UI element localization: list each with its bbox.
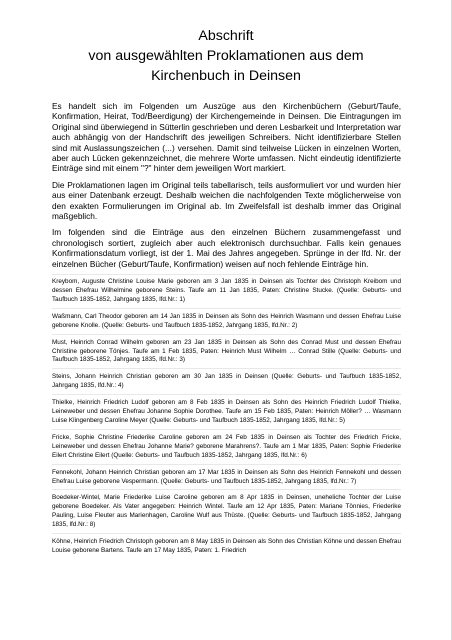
document-body (52, 101, 401, 563)
entry: Fennekohl, Johann Heinrich Christian geboren am 17 Mar 1835 in Deinsen als Sohn des Heinrich Fennekohl und dessen Ehefrau Luise geborene Vespermann. (Quelle: Geburts- und Taufbuch 1835-1852, Jahrgang 1835, lfd.Nr.: 7) (52, 469, 401, 491)
entry: Kreybom, Auguste Christine Louise Marie geboren am 3 Jan 1835 in Deinsen als Tochter des Christoph Kreibom und dessen Ehefrau Wilhelmine geborene Steins. Taufe am 11 Jan 1835, Paten: Christine Stucke. (Quelle: Geburts- und Taufbuch 1835-1852, Jahrgang 1835, lfd.Nr.: 1) (52, 274, 401, 309)
entry: Boedeker-Wintel, Marie Friederike Luise Caroline geboren am 8 Apr 1835 in Deinsen, uneheliche Tochter der Luise geborene Boedeker. Als Vater angegeben: Heinrich Wintel. Taufe am 12 Apr 1835, Paten: Mariane Tönnies, Friederike Pauling, Luise Fleuter aus Marienhagen, Caroline Wulf aus Thüste. (Quelle: Geburts- und Taufbuch 1835-1852, Jahrgang 1835, lfd.Nr.: 8) (52, 494, 401, 534)
intro-paragraph-1: Es handelt sich im Folgenden um Auszüge aus den Kirchenbüchern (Geburt/Taufe, Konfirmation, Heirat, Tod/Beerdigung) der Kirchengemeinde in Deinsen. Die Eintragungen im Original sind überwiegend in Sütterlin geschrieben und deren Lesbarkeit und Interpretation war auch abhängig von der Handschrift des jeweiligen Schreibers. Nicht identifizierbare Stellen sind mit Auslassungszeichen (...) versehen. Damit sind teilweise Lücken in einzelnen Worten, aber auch Lücken gekennzeichnet, die mehrere Worte umfassen. Nicht eindeutig identifizierte Einträge sind mit einem "?" hinter dem jeweiligen Wort markiert. (52, 101, 401, 174)
entry-list (52, 274, 401, 559)
entry: Must, Heinrich Conrad Wilhelm geboren am 23 Jan 1835 in Deinsen als Sohn des Conrad Must und dessen Ehefrau Christine geborene Tönjes. Taufe am 1 Feb 1835, Paten: Heinrich Must Wilhelm … Conrad Stille (Quelle: Geburts- und Taufbuch 1835-1852, Jahrgang 1835, lfd.Nr.: 3) (52, 339, 401, 370)
entry: Köhne, Heinrich Friedrich Christoph geboren am 8 May 1835 in Deinsen als Sohn des Christian Köhne und dessen Ehefrau Louise geborene Bartens. Taufe am 17 May 1835, Paten: 1. Friedrich (52, 538, 401, 554)
entry: Thielke, Heinrich Friedrich Ludolf geboren am 8 Feb 1835 in Deinsen als Sohn des Heinrich Friedrich Ludolf Thielke, Leineweber und dessen Ehefrau Johanne Sophie Dorothee. Taufe am 15 Feb 1835, Paten: Heinrich Möller? … Wasmann Luise Klingenberg Caroline Meyer (Quelle: Geburts- und Taufbuch 1835-1852, Jahrgang 1835, lfd.Nr.: 5) (52, 399, 401, 430)
entry: Waßmann, Carl Theodor geboren am 14 Jan 1835 in Deinsen als Sohn des Heinrich Wasmann und dessen Ehefrau Luise geborene Knolle. (Quelle: Geburts- und Taufbuch 1835-1852, Jahrgang 1835, lfd.Nr.: 2) (52, 313, 401, 335)
title-line-3: Kirchenbuch in Deinsen (151, 68, 301, 84)
introduction (52, 101, 401, 269)
intro-paragraph-3: Im folgenden sind die Einträge aus den einzelnen Büchern zusammengefasst und chronologisch sortiert, zugleich aber auch elektronisch durchsuchbar. Falls kein genaues Konfirmationsdatum vorliegt, ist der 1. Mai des Jahres angegeben. Sprünge in der lfd. Nr. der einzelnen Bücher (Geburt/Taufe, Konfirmation) weisen auf noch fehlende Einträge hin. (52, 227, 401, 269)
intro-paragraph-2: Die Proklamationen lagen im Original teils tabellarisch, teils ausformuliert vor und wurden hier aus einer Datenbank erzeugt. Deshalb weichen die nachfolgenden Texte möglicherweise von den exakten Formulierungen im Original ab. Im Zweifelsfall ist deshalb immer das Original maßgeblich. (52, 179, 401, 222)
document-title (0, 26, 452, 86)
entry: Steins, Johann Heinrich Christian geboren am 30 Jan 1835 in Deinsen (Quelle: Geburts- und Taufbuch 1835-1852, Jahrgang 1835, lfd.Nr.: 4) (52, 373, 401, 395)
title-line-2: von ausgewählten Proklamationen aus dem (88, 48, 364, 64)
entry: Fricke, Sophie Christine Friederike Caroline geboren am 24 Feb 1835 in Deinsen als Tochter des Friedrich Fricke, Leineweber und dessen Ehefrau Johanne Marie? geborene Marahrens?. Taufe am 1 Mar 1835, Paten: Sophie Friederike Eilert Christine Eilert (Quelle: Geburts- und Taufbuch 1835-1852, Jahrgang 1835, lfd.Nr.: 6) (52, 434, 401, 465)
title-line-1: Abschrift (198, 28, 254, 44)
